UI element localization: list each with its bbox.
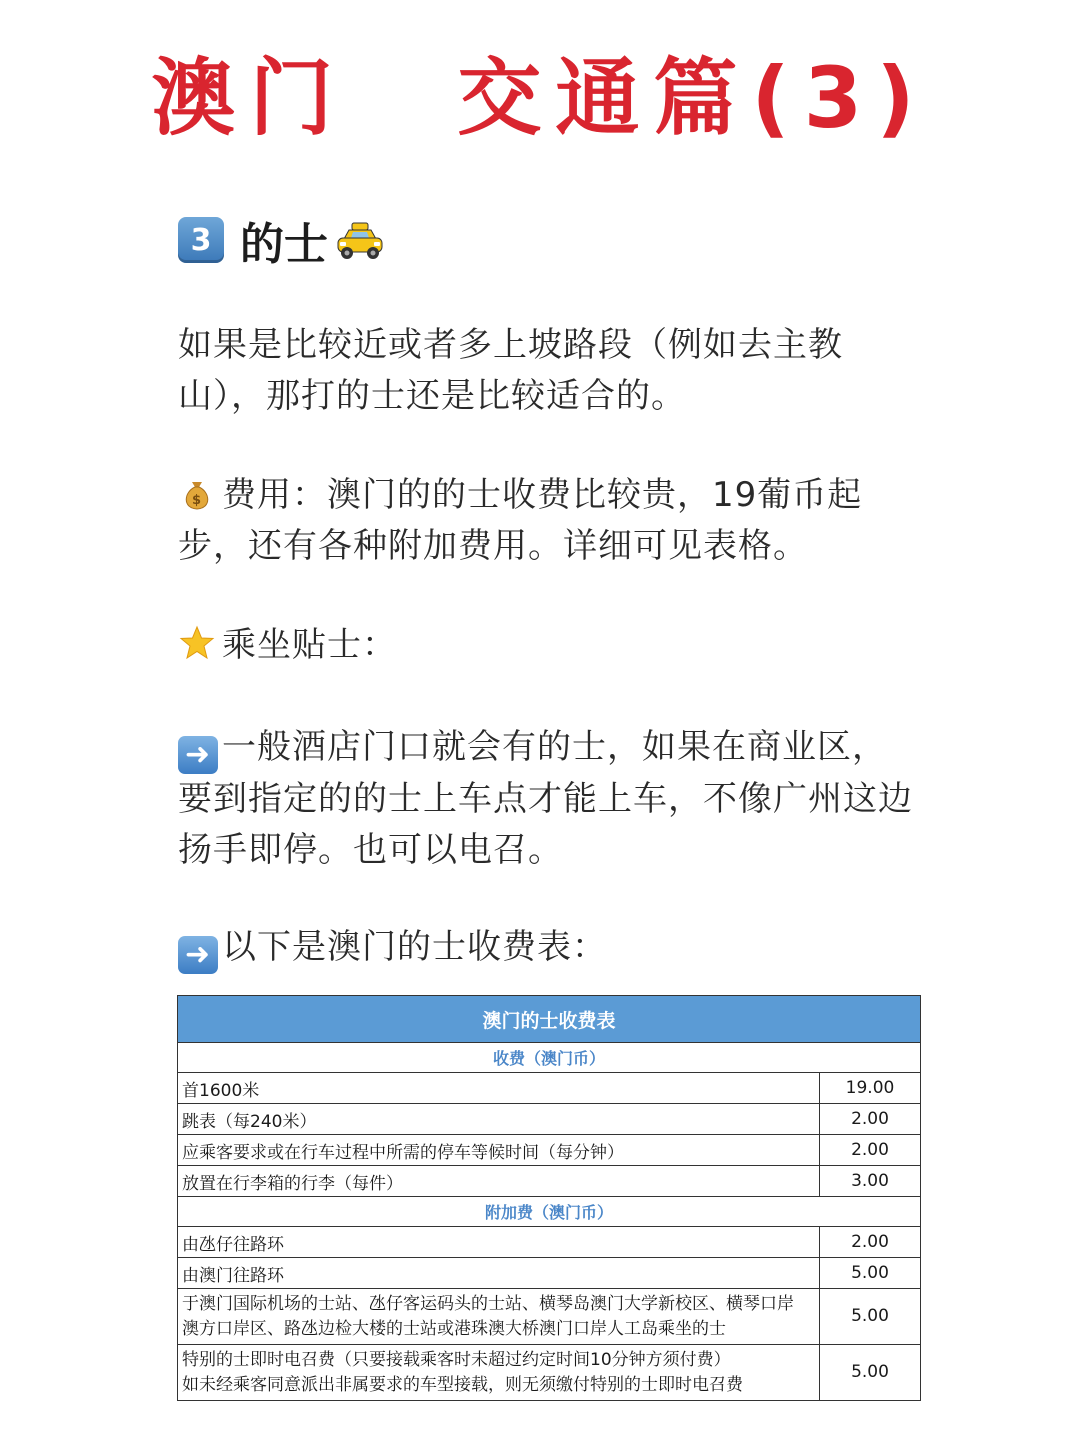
page-title bbox=[0, 48, 1080, 148]
glowing-star-icon bbox=[178, 624, 216, 662]
row-label: 由氹仔往路环 bbox=[178, 1227, 820, 1258]
table-row bbox=[178, 1135, 921, 1166]
table-row bbox=[178, 1289, 921, 1345]
table-row bbox=[178, 1227, 921, 1258]
row-label-line2: 澳方口岸区、路氹边检大楼的士站或港珠澳大桥澳门口岸人工岛乘坐的士 bbox=[182, 1318, 726, 1339]
tip-2 bbox=[178, 922, 918, 974]
right-arrow-icon: ➜ bbox=[178, 736, 218, 774]
row-value: 2.00 bbox=[820, 1227, 921, 1258]
fee-text: 费用：澳门的的士收费比较贵，19葡币起步，还有各种附加费用。详细可见表格。 bbox=[178, 475, 863, 566]
title-part2: 交通篇(3) bbox=[457, 49, 929, 147]
right-arrow-icon: ➜ bbox=[178, 936, 218, 974]
table-row bbox=[178, 1258, 921, 1289]
row-label: 由澳门往路环 bbox=[178, 1258, 820, 1289]
row-value: 3.00 bbox=[820, 1166, 921, 1197]
table-row bbox=[178, 1104, 921, 1135]
row-value: 5.00 bbox=[820, 1289, 921, 1345]
row-label-line1: 特别的士即时电召费（只要接载乘客时未超过约定时间10分钟方须付费） bbox=[182, 1349, 731, 1370]
row-label-line2: 如未经乘客同意派出非属要求的车型接载，则无须缴付特别的士即时电召费 bbox=[182, 1374, 743, 1395]
fee-table-title: 澳门的士收费表 bbox=[178, 996, 921, 1043]
row-label: 放置在行李箱的行李（每件） bbox=[178, 1166, 820, 1197]
title-part1: 澳门 bbox=[151, 49, 348, 147]
row-label: 应乘客要求或在行车过程中所需的停车等候时间（每分钟） bbox=[178, 1135, 820, 1166]
section-heading bbox=[178, 212, 386, 268]
tip-2-text: 以下是澳门的士收费表： bbox=[222, 927, 607, 967]
row-label-line1: 于澳门国际机场的士站、氹仔客运码头的士站、横琴岛澳门大学新校区、横琴口岸 bbox=[182, 1293, 794, 1314]
table-row bbox=[178, 1073, 921, 1104]
table-row bbox=[178, 1166, 921, 1197]
row-label: 跳表（每240米） bbox=[178, 1104, 820, 1135]
number-3-icon: 3 bbox=[178, 217, 224, 263]
table-row bbox=[178, 1345, 921, 1401]
taxi-icon bbox=[334, 217, 386, 263]
fee-table bbox=[177, 995, 921, 1401]
row-label: 首1600米 bbox=[178, 1073, 820, 1104]
row-value: 19.00 bbox=[820, 1073, 921, 1104]
svg-text:$: $ bbox=[191, 493, 203, 508]
fees-header: 收费（澳门币） bbox=[178, 1043, 921, 1073]
row-value: 5.00 bbox=[820, 1258, 921, 1289]
row-label bbox=[178, 1289, 820, 1345]
surcharge-header: 附加费（澳门币） bbox=[178, 1197, 921, 1227]
row-value: 2.00 bbox=[820, 1104, 921, 1135]
intro-paragraph: 如果是比较近或者多上坡路段（例如去主教山），那打的士还是比较适合的。 bbox=[178, 325, 843, 416]
tip-1 bbox=[178, 722, 918, 876]
fee-paragraph bbox=[178, 470, 918, 572]
tip-1-text: 一般酒店门口就会有的士，如果在商业区，要到指定的的士上车点才能上车，不像广州这边扬手即停。也可以电召。 bbox=[178, 727, 913, 870]
tips-title bbox=[178, 620, 918, 671]
row-value: 5.00 bbox=[820, 1345, 921, 1401]
section-heading-text: 的士 bbox=[240, 219, 328, 270]
row-value: 2.00 bbox=[820, 1135, 921, 1166]
money-bag-icon bbox=[178, 474, 216, 512]
tips-title-text: 乘坐贴士： bbox=[222, 625, 397, 665]
row-label bbox=[178, 1345, 820, 1401]
